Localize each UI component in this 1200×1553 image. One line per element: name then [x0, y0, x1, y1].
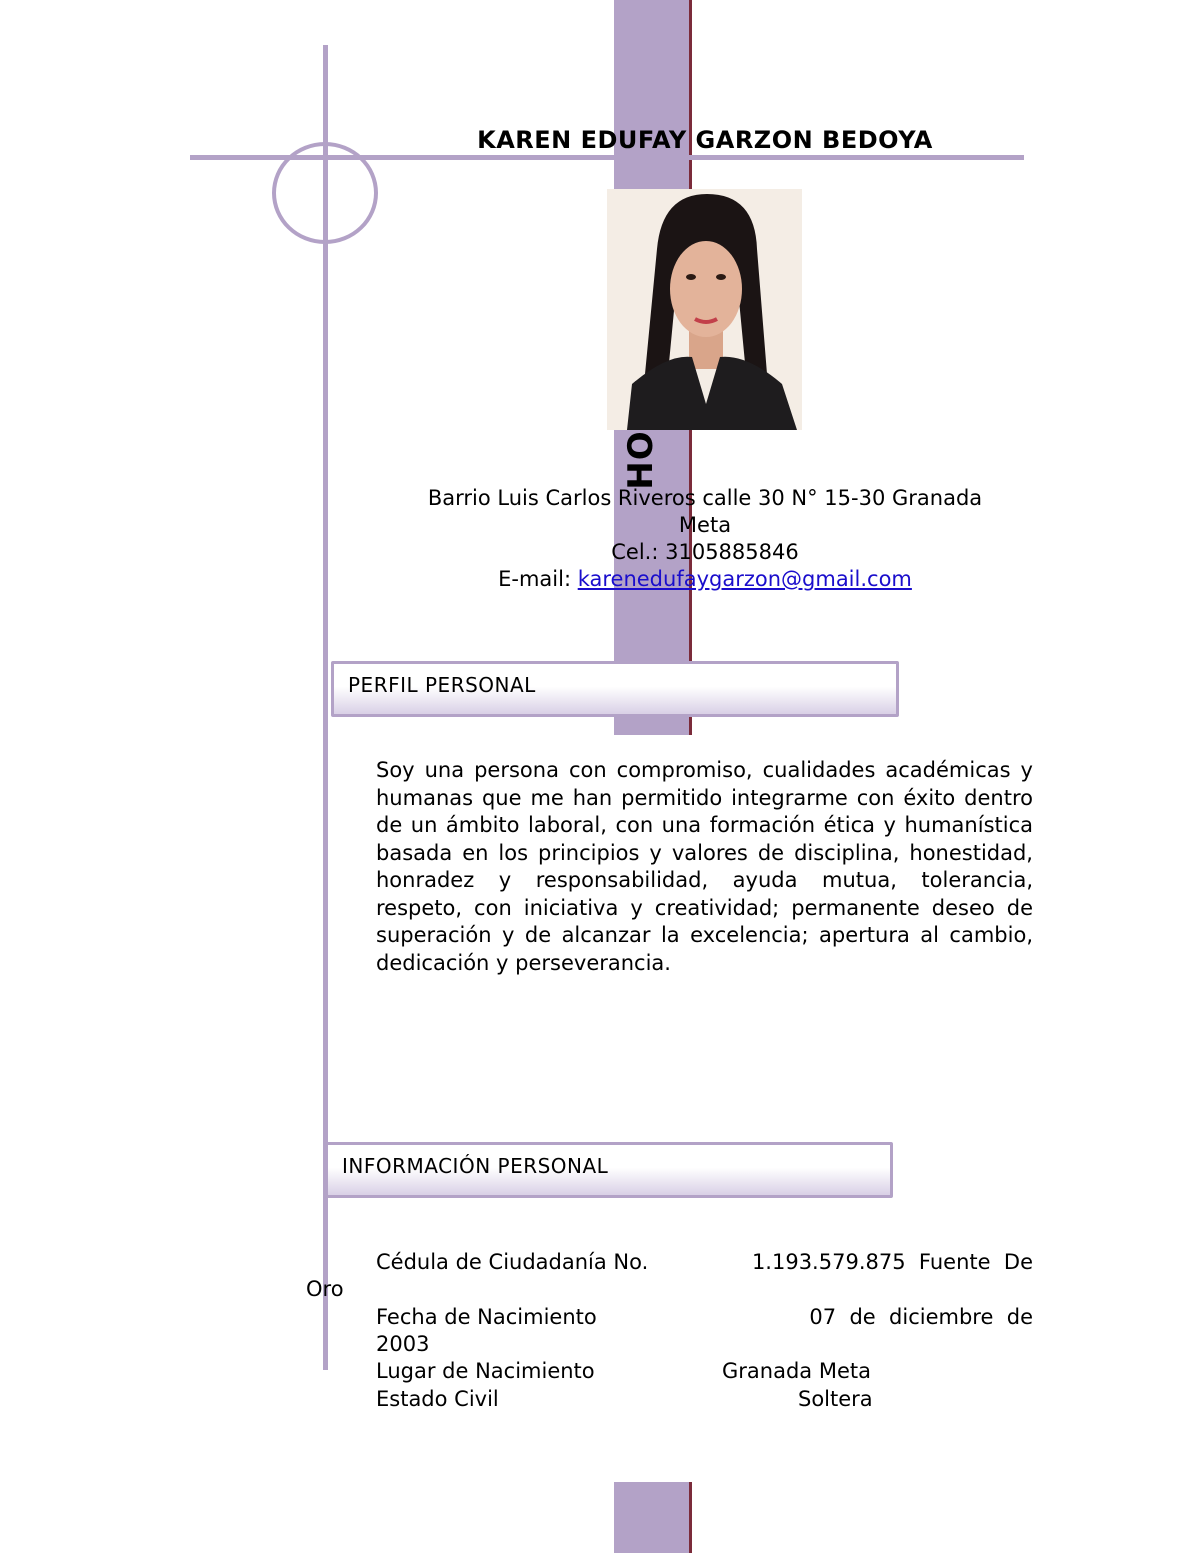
address-line-1: Barrio Luis Carlos Riveros calle 30 N° 15-30 Granada	[427, 486, 983, 510]
section-title-info: INFORMACIÓN PERSONAL	[342, 1154, 609, 1178]
decorative-circle	[272, 142, 378, 244]
resume-name: KAREN EDUFAY GARZON BEDOYA	[477, 126, 933, 154]
info-value-estado: Soltera	[798, 1387, 873, 1411]
email-link[interactable]: karenedufaygarzon@gmail.com	[577, 567, 912, 591]
info-value-cedula-cont: Oro	[306, 1277, 344, 1301]
profile-paragraph: Soy una persona con compromiso, cualidades académicas y humanas que me han permitido integrarme con éxito dentro de un ámbito laboral, con una formación ética y humanística basada en los principios y valores de disciplina, honestidad, honradez y responsabilidad, ayuda mutua, tolerancia, respeto, con iniciativa y creatividad; permanente deseo de superación y de alcanzar la excelencia; apertura al cambio, dedicación y perseverancia.	[376, 758, 1033, 975]
section-header-perfil	[331, 661, 899, 717]
info-label-fecha: Fecha de Nacimiento	[376, 1305, 597, 1329]
profile-photo	[607, 189, 802, 430]
decorative-band-bottom	[614, 1482, 692, 1553]
email-line	[380, 566, 1030, 593]
email-label: E-mail:	[498, 567, 578, 591]
info-value-cedula: 1.193.579.875 Fuente De	[751, 1250, 1033, 1274]
section-header-info	[325, 1142, 893, 1198]
portrait-illustration	[607, 189, 802, 430]
phone-number: Cel.: 3105885846	[611, 540, 799, 564]
info-label-cedula: Cédula de Ciudadanía No.	[376, 1250, 649, 1274]
info-value-fecha: 07 de diciembre de	[809, 1305, 1033, 1329]
vertical-heading: HO	[621, 430, 661, 490]
info-value-lugar: Granada Meta	[722, 1359, 871, 1383]
contact-block	[380, 485, 1030, 593]
section-title-perfil: PERFIL PERSONAL	[348, 673, 536, 697]
info-value-fecha-cont: 2003	[376, 1332, 430, 1356]
info-label-lugar: Lugar de Nacimiento	[376, 1359, 595, 1383]
address-line-2: Meta	[678, 513, 732, 537]
info-label-estado: Estado Civil	[376, 1387, 499, 1411]
